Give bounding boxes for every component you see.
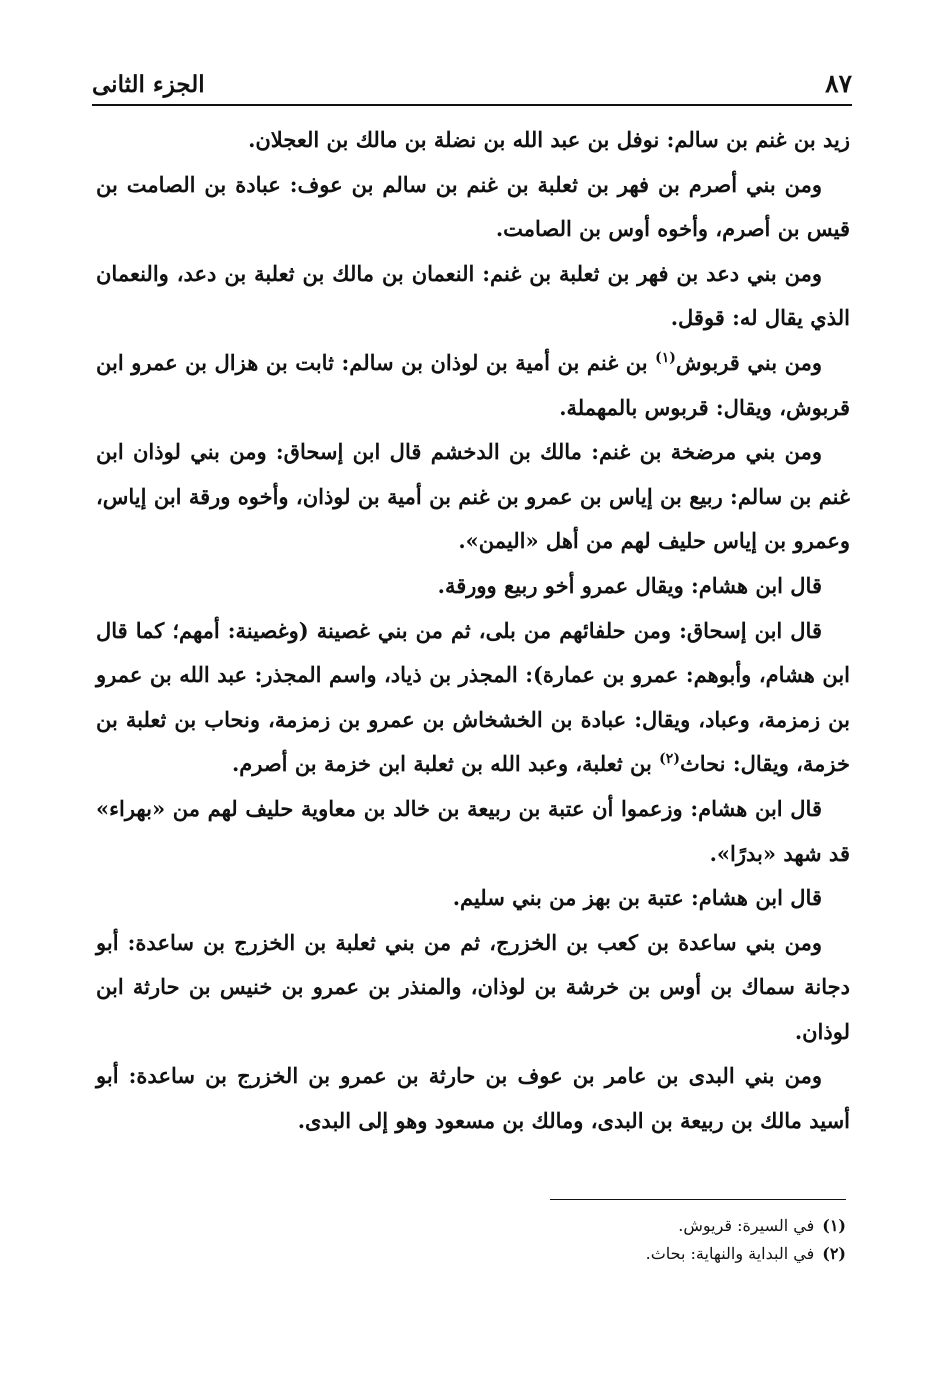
paragraph: ومن بني أصرم بن فهر بن ثعلبة بن غنم بن سالم بن عوف: عبادة بن الصامت بن قيس بن أصرم، وأخوه أوس بن الصامت. xyxy=(96,171,850,242)
running-title: الجزء الثانى xyxy=(92,71,205,98)
page-header xyxy=(92,58,852,106)
paragraph-text: بن ثعلبة، وعبد الله بن ثعلبة ابن خزمة بن أصرم. xyxy=(231,751,660,777)
paragraph-text: قال ابن إسحاق: ومن حلفائهم من بلى، ثم من بني غصينة (وغصينة: أمهم؛ كما قال ابن هشام، وأبوهم: عمرو بن عمارة): المجذر بن ذياد، واسم المجذر: عبد الله بن عمرو بن زمزمة، وعباد، ويقال: عبادة بن الخشخاش بن عمرو بن زمزمة، ونحاب بن ثعلبة بن خزمة، ويقال: نحاث xyxy=(96,617,850,777)
footnote xyxy=(400,1212,846,1240)
paragraph: زيد بن غنم بن سالم: نوفل بن عبد الله بن نضلة بن مالك بن العجلان. xyxy=(248,127,850,152)
footnote-number: (٢) xyxy=(822,1244,846,1263)
footnote-separator xyxy=(550,1199,846,1200)
footnote xyxy=(400,1240,846,1268)
footnote-number: (١) xyxy=(822,1216,846,1235)
body-text xyxy=(96,118,850,1144)
footnote-text: في السيرة: قريوش. xyxy=(678,1216,815,1235)
page-number: ٨٧ xyxy=(825,69,852,98)
paragraph: قال ابن هشام: وزعموا أن عتبة بن ربيعة بن خالد بن معاوية حليف لهم من «بهراء» قد شهد «بدرًا». xyxy=(96,795,850,866)
footnotes xyxy=(400,1212,846,1268)
paragraph: ومن بني مرضخة بن غنم: مالك بن الدخشم قال ابن إسحاق: ومن بني لوذان ابن غنم بن سالم: ربيع بن إياس بن عمرو بن غنم بن أمية بن لوذان، وأخوه ورقة ابن إياس، وعمرو بن إياس حليف لهم من أهل «اليمن». xyxy=(96,439,850,554)
paragraph-text: بن غنم بن أمية بن لوذان بن سالم: ثابت بن هزال بن عمرو ابن قربوش، ويقال: قربوس بالمهملة. xyxy=(96,349,850,420)
paragraph: قال ابن هشام: عتبة بن بهز من بني سليم. xyxy=(452,885,822,911)
paragraph: ومن بني البدى بن عامر بن عوف بن حارثة بن عمرو بن الخزرج بن ساعدة: أبو أسيد مالك بن ربيعة بن البدى، ومالك بن مسعود وهو إلى البدى. xyxy=(96,1063,850,1134)
footnote-reference: (٢) xyxy=(659,751,680,768)
paragraph xyxy=(96,341,850,430)
footnote-text: في البداية والنهاية: بحاث. xyxy=(645,1244,815,1263)
paragraph: قال ابن هشام: ويقال عمرو أخو ربيع وورقة. xyxy=(437,572,822,598)
paragraph: ومن بني ساعدة بن كعب بن الخزرج، ثم من بني ثعلبة بن الخزرج بن ساعدة: أبو دجانة سماك بن أوس بن خرشة بن لوذان، والمنذر بن عمرو بن خنيس بن حارثة ابن لوذان. xyxy=(96,929,850,1044)
paragraph-text: ومن بني قربوش xyxy=(675,349,822,375)
footnote-reference: (١) xyxy=(655,349,676,366)
paragraph: ومن بني دعد بن فهر بن ثعلبة بن غنم: النعمان بن مالك بن ثعلبة بن دعد، والنعمان الذي يقال له: قوقل. xyxy=(96,260,850,331)
paragraph xyxy=(96,609,850,787)
